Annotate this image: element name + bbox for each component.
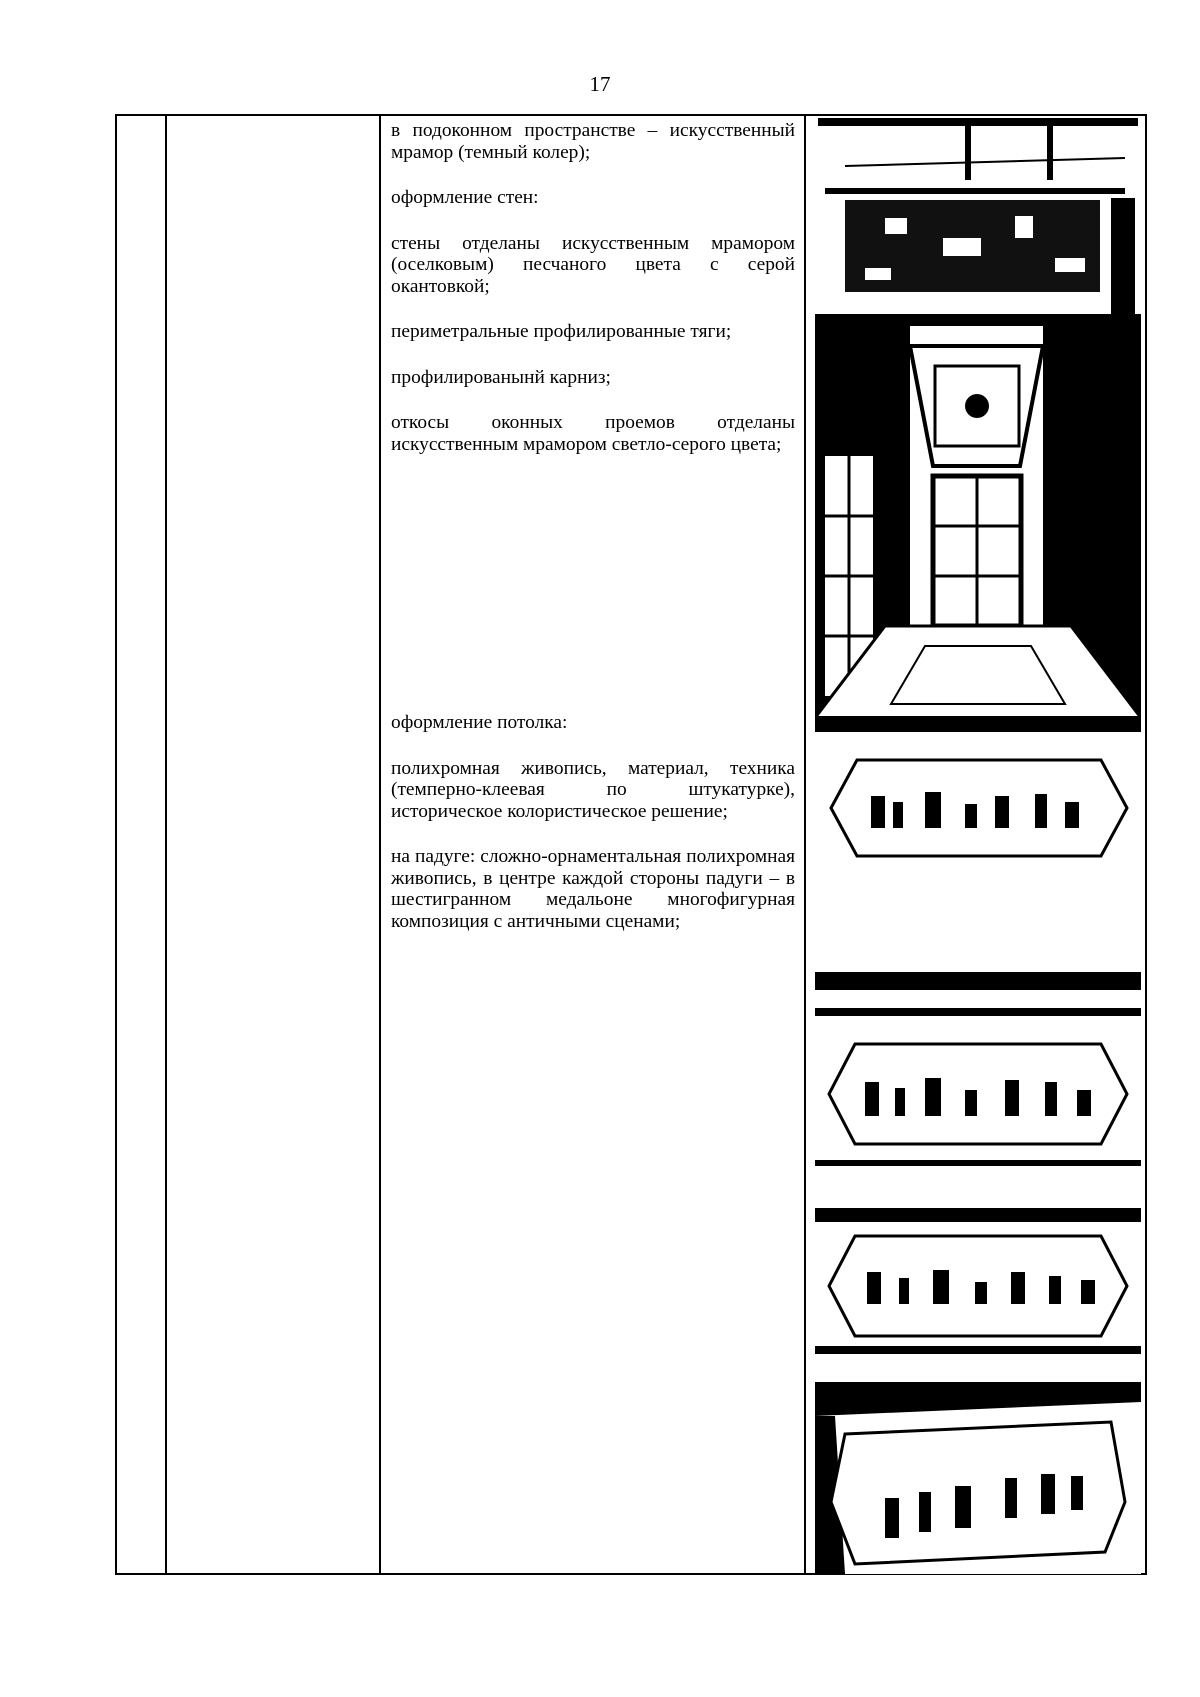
description-paragraph: оформление потолка: xyxy=(391,712,568,733)
description-paragraph: полихромная живопись, материал, техника (темперно-клеевая по штукатурке), историческое колористическое решение; xyxy=(391,757,795,822)
description-paragraph: в подоконном пространстве – искусственный мрамор (темный колер); xyxy=(391,120,795,163)
room-interior-photo xyxy=(815,326,1141,720)
column-divider xyxy=(165,116,167,1573)
description-paragraph: профилированынй карниз; xyxy=(391,366,611,388)
column-divider xyxy=(379,116,381,1573)
ceiling-medallion-photo xyxy=(815,972,1141,1174)
description-paragraph: на падуге: сложно-орнаментальная полихромная живопись, в центре каждой стороны падуги – в шестигранном медальоне многофигурная композиция с античными сценами; xyxy=(391,846,795,932)
ceiling-medallion-photo xyxy=(815,1382,1141,1574)
document-table xyxy=(115,114,1147,1575)
description-paragraph: оформление стен: xyxy=(391,187,539,208)
description-cell xyxy=(391,120,795,956)
ceiling-medallion-photo xyxy=(815,716,1141,874)
description-paragraph: периметральные профилированные тяги; xyxy=(391,321,732,342)
description-paragraph: откосы оконных проемов отделаны искусственным мрамором светло-серого цвета; xyxy=(391,412,795,455)
ceiling-medallion-photo xyxy=(815,1196,1141,1354)
page-number: 17 xyxy=(589,72,611,96)
description-paragraph: стены отделаны искусственным мрамором (оселковым) песчаного цвета с серой окантовкой; xyxy=(391,232,795,297)
window-sill-photo xyxy=(815,118,1141,328)
column-divider xyxy=(804,116,806,1573)
